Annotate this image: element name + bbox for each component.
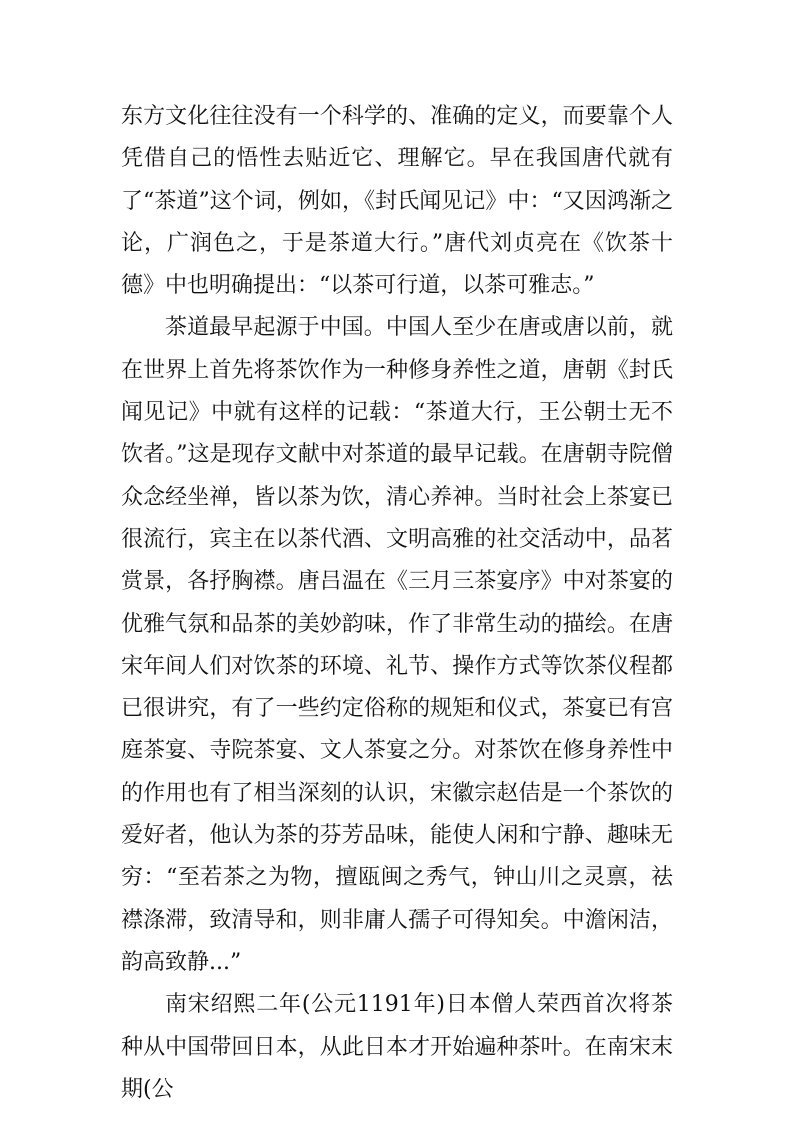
document-body [121,96,673,1111]
paragraph-tea-ceremony-origin: 茶道最早起源于中国。中国人至少在唐或唐以前，就在世界上首先将茶饮作为一种修身养性之道，唐朝《封氏闻见记》中就有这样的记载：“茶道大行，王公朝士无不饮者。”这是现存文献中对茶道的最早记载。在唐朝寺院僧众念经坐禅，皆以茶为饮，清心养神。当时社会上茶宴已很流行，宾主在以茶代酒、文明高雅的社交活动中，品茗赏景，各抒胸襟。唐吕温在《三月三茶宴序》中对茶宴的优雅气氛和品茶的美妙韵味，作了非常生动的描绘。在唐宋年间人们对饮茶的环境、礼节、操作方式等饮茶仪程都已很讲究，有了一些约定俗称的规矩和仪式，茶宴已有宫庭茶宴、寺院茶宴、文人茶宴之分。对茶饮在修身养性中的作用也有了相当深刻的认识，宋徽宗赵佶是一个茶饮的爱好者，他认为茶的芬芳品味，能使人闲和宁静、趣味无穷：“至若茶之为物，擅瓯闽之秀气，钟山川之灵禀，祛襟涤滞，致清导和，则非庸人孺子可得知矣。中澹闲洁，韵高致静...” [121,315,673,975]
paragraph-tea-culture-definition: 东方文化往往没有一个科学的、准确的定义，而要靠个人凭借自己的悟性去贴近它、理解它。早在我国唐代就有了“茶道”这个词，例如，《封氏闻见记》中：“又因鸿渐之论，广润色之，于是茶道大行。”唐代刘贞亮在《饮茶十德》中也明确提出：“以茶可行道，以茶可雅志。” [121,104,673,299]
paragraph-tea-to-japan: 南宋绍熙二年(公元1191年)日本僧人荣西首次将茶种从中国带回日本，从此日本才开始遍种茶叶。在南宋末期(公 [121,992,673,1102]
